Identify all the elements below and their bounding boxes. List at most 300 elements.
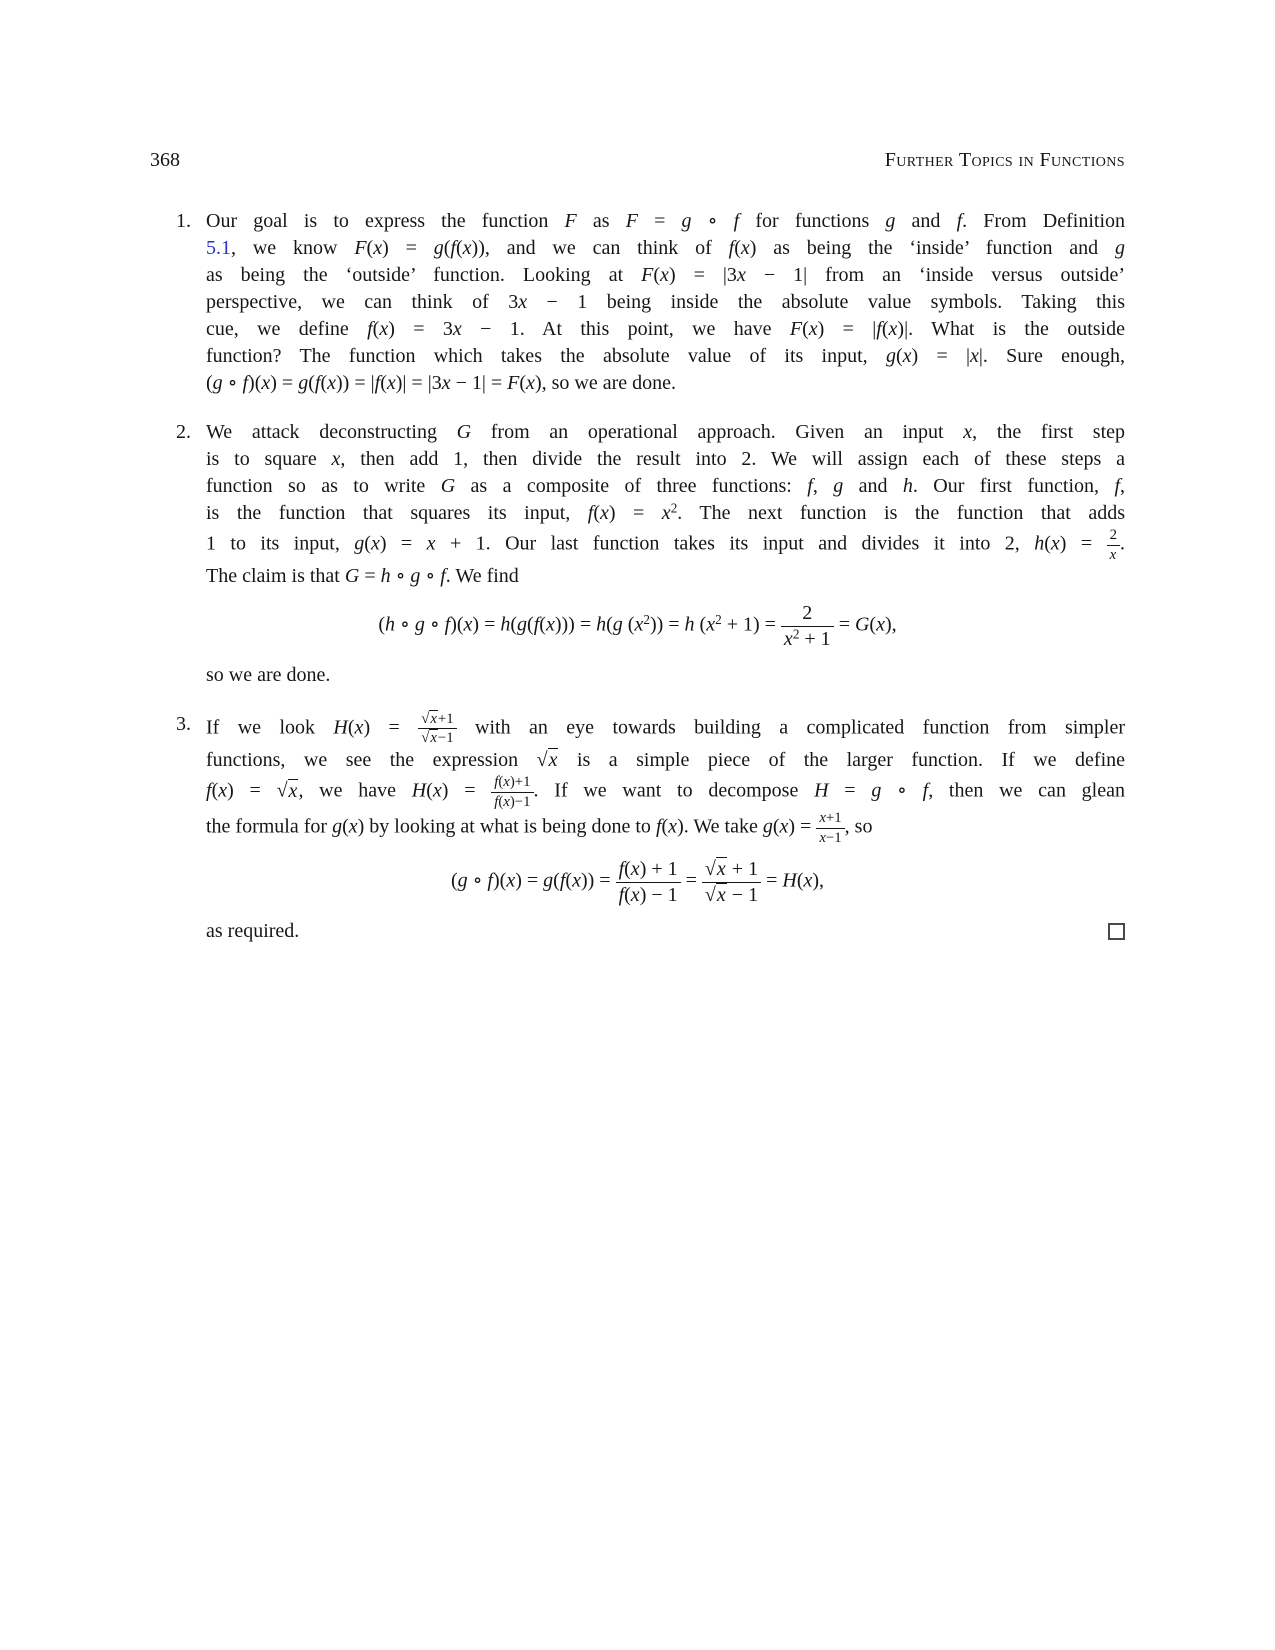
text-run: as: [576, 210, 626, 232]
display-equation-2: [150, 858, 1125, 906]
sqrt-expression: [705, 883, 727, 906]
text-run: for functions: [739, 210, 886, 232]
fraction-numerator: [1107, 527, 1120, 546]
text-run: ))) =: [554, 613, 597, 636]
text-run: )−1: [509, 793, 531, 810]
math-variable: f: [733, 210, 740, 232]
math-variable: x: [716, 858, 726, 881]
math-variable: x: [779, 815, 789, 838]
fraction-denominator: [616, 883, 681, 906]
fraction-denominator: [418, 729, 456, 747]
text-run: (: [553, 869, 560, 892]
math-variable: g: [612, 613, 623, 636]
math-variable: G: [440, 475, 456, 497]
text-run: (: [869, 613, 877, 636]
fraction-numerator: [418, 711, 456, 730]
math-variable: x: [706, 613, 716, 636]
text-run: − 1. At this point, we have: [461, 318, 790, 340]
text-run: )), and we can think of: [471, 237, 729, 259]
math-variable: x: [661, 502, 671, 524]
item-number: 1.: [176, 210, 191, 232]
math-variable: x: [548, 749, 558, 772]
text-run: )(: [450, 613, 464, 636]
text-run: 1 to its input,: [206, 532, 355, 555]
text-run: (: [510, 613, 518, 636]
text-run: (: [443, 237, 451, 259]
math-variable: f: [242, 372, 249, 394]
math-variable: f: [374, 372, 381, 394]
sqrt-expression: [277, 779, 299, 802]
math-variable: x: [430, 710, 437, 727]
math-variable: x: [902, 345, 912, 367]
fraction: [816, 810, 844, 846]
definition-5-1-link[interactable]: 5.1: [206, 237, 231, 259]
math-variable: F: [354, 237, 367, 259]
text-run: (: [565, 869, 573, 892]
text-run: ∘: [691, 210, 734, 232]
math-variable: x: [430, 730, 437, 747]
text-run: (: [661, 815, 669, 838]
math-variable: x: [354, 716, 364, 739]
math-variable: x: [783, 627, 793, 650]
text-run: , then add 1, then divide the result into 2. We will assign each of these steps a: [340, 448, 1125, 470]
text-line: [206, 711, 1125, 747]
text-run: as a composite of three functions:: [455, 475, 808, 497]
text-run: (: [593, 502, 600, 524]
text-run: (: [694, 613, 707, 636]
text-run: , the first step: [972, 421, 1126, 443]
math-variable: x: [526, 372, 535, 394]
text-run: ),: [812, 869, 825, 892]
text-run: as required.: [206, 920, 300, 943]
math-variable: g: [433, 237, 444, 259]
text-run: ) = |: [911, 345, 971, 367]
text-run: ∘: [222, 372, 243, 394]
math-variable: x: [572, 869, 581, 892]
math-variable: H: [814, 779, 829, 802]
math-variable: f: [494, 793, 499, 810]
text-run: + 1. Our last function takes its input and divides it into 2,: [435, 532, 1035, 555]
math-variable: f: [618, 858, 625, 881]
math-variable: g: [354, 532, 365, 555]
text-run: (: [622, 613, 635, 636]
text-run: functions, we see the expression: [206, 749, 537, 772]
text-run: (: [498, 793, 504, 810]
math-variable: x: [327, 372, 337, 394]
text-run: |. Sure enough,: [978, 345, 1125, 367]
sqrt-expression: [705, 857, 727, 880]
text-run: =: [637, 210, 682, 232]
math-variable: g: [885, 345, 896, 367]
math-variable: x: [462, 237, 472, 259]
math-variable: x: [379, 318, 389, 340]
radical-symbol: √: [536, 749, 548, 772]
math-variable: x: [348, 815, 358, 838]
text-run: + 1) =: [721, 613, 781, 636]
math-variable: F: [789, 318, 803, 340]
text-line: [206, 343, 1125, 370]
text-run: ) =: [379, 532, 427, 555]
text-run: ) = |3: [668, 264, 737, 286]
text-run: − 1: [726, 883, 759, 906]
fraction: [781, 602, 834, 650]
text-run: ) as being the ‘inside’ function and: [749, 237, 1116, 259]
text-line: [206, 810, 1125, 846]
text-run: =: [761, 869, 783, 892]
radicand: [716, 857, 727, 880]
math-variable: h: [500, 613, 511, 636]
text-run: ), so we are done.: [534, 372, 676, 394]
text-run: , we know: [231, 237, 355, 259]
sqrt-expression: [421, 729, 438, 746]
text-run: =: [359, 565, 381, 588]
text-run: + 1: [799, 627, 831, 650]
text-run: ). We take: [677, 815, 763, 838]
text-run: . We find: [445, 565, 519, 588]
text-run: ) =: [515, 869, 544, 892]
text-run: =: [833, 613, 855, 636]
math-variable: G: [854, 613, 870, 636]
text-run: ) = |: [817, 318, 877, 340]
radicand: [429, 729, 438, 746]
math-variable: g: [517, 613, 528, 636]
math-variable: x: [808, 318, 818, 340]
text-line: [206, 473, 1125, 500]
text-run: )(: [492, 869, 507, 892]
list-item-2: [150, 419, 1125, 590]
text-line: [206, 500, 1125, 527]
text-run: −1: [437, 730, 454, 747]
math-variable: x: [452, 318, 462, 340]
fraction-numerator: [491, 774, 533, 793]
math-variable: x: [819, 829, 826, 846]
radicand: [716, 883, 727, 906]
math-variable: f: [559, 869, 566, 892]
text-run: ) =: [1059, 532, 1107, 555]
math-variable: g: [298, 372, 309, 394]
text-run: (: [320, 372, 328, 394]
math-variable: f: [494, 774, 499, 791]
text-run: , so: [844, 815, 873, 838]
math-variable: f: [807, 475, 813, 497]
math-variable: x: [716, 883, 726, 906]
text-line: [206, 662, 330, 689]
math-variable: g: [414, 613, 425, 636]
text-run: . Our first function,: [912, 475, 1115, 497]
math-variable: x: [600, 502, 609, 524]
math-variable: x: [261, 372, 271, 394]
text-run: ) =: [441, 779, 492, 802]
text-run: ),: [884, 613, 897, 636]
math-variable: x: [740, 237, 750, 259]
math-variable: f: [314, 372, 321, 394]
text-line: [206, 289, 1125, 316]
text-run: ∘: [395, 613, 415, 636]
math-variable: x: [373, 237, 383, 259]
text-run: (: [455, 237, 463, 259]
math-variable: g: [871, 779, 882, 802]
math-variable: g: [410, 565, 421, 588]
superscript: 2: [643, 612, 650, 628]
text-run: (: [653, 264, 661, 286]
text-run: and: [895, 210, 957, 232]
text-run: − 1 being inside the absolute value symbols. Taking this: [527, 291, 1125, 313]
math-variable: f: [618, 883, 625, 906]
text-run: ) = 3: [388, 318, 453, 340]
text-run: (: [624, 883, 631, 906]
math-variable: x: [370, 532, 380, 555]
text-run: =: [680, 869, 702, 892]
text-run: ,: [812, 475, 834, 497]
math-variable: F: [641, 264, 654, 286]
math-variable: h: [385, 613, 396, 636]
text-run: 2: [1109, 527, 1117, 543]
text-run: (: [624, 858, 631, 881]
text-run: +1: [825, 810, 842, 827]
text-run: is a simple piece of the larger function. If we define: [558, 749, 1125, 772]
text-run: so we are done.: [206, 663, 331, 686]
fraction-numerator: [781, 602, 834, 626]
continuation-text: [150, 662, 1125, 689]
math-variable: x: [634, 613, 644, 636]
fraction: [616, 858, 681, 906]
text-run: function so as to write: [206, 475, 441, 497]
math-variable: f: [206, 779, 212, 802]
math-variable: g: [762, 815, 773, 838]
math-variable: f: [450, 237, 456, 259]
text-run: (: [380, 372, 387, 394]
text-run: (: [308, 372, 315, 394]
text-run: ) =: [788, 815, 817, 838]
text-run: function? The function which takes the absolute value of its input,: [206, 345, 886, 367]
continuation-row: [206, 918, 1125, 945]
text-run: + 1: [726, 858, 759, 881]
fraction-numerator: [702, 858, 761, 882]
math-variable: f: [440, 565, 446, 588]
math-variable: x: [630, 883, 640, 906]
math-variable: h: [1034, 532, 1045, 555]
math-variable: x: [288, 779, 298, 802]
math-variable: g: [332, 815, 343, 838]
math-variable: f: [367, 318, 373, 340]
sqrt-expression: [421, 710, 438, 727]
text-line: [206, 774, 1125, 810]
radical-symbol: √: [421, 730, 430, 747]
running-header-title: Further Topics in Functions: [884, 149, 1125, 171]
text-run: If we look: [206, 716, 334, 739]
math-variable: x: [963, 421, 973, 443]
text-run: (: [734, 237, 741, 259]
math-variable: x: [803, 869, 813, 892]
math-variable: x: [876, 613, 885, 636]
math-variable: x: [441, 372, 451, 394]
superscript: 2: [670, 500, 678, 516]
text-run: )|. What is the outside: [897, 318, 1125, 340]
text-run: perspective, we can think of 3: [206, 291, 519, 313]
text-run: (: [802, 318, 809, 340]
math-variable: H: [411, 779, 427, 802]
math-variable: h: [902, 475, 913, 497]
list-item-1: [150, 208, 1125, 397]
text-line: [206, 527, 1125, 563]
display-equation-1: [150, 602, 1125, 650]
superscript: 2: [715, 612, 722, 628]
math-variable: x: [819, 810, 826, 827]
text-run: . From Definition: [962, 210, 1125, 232]
text-line: [206, 747, 1125, 774]
math-variable: f: [655, 815, 662, 838]
text-run: ∘: [467, 869, 488, 892]
text-run: )) = |: [336, 372, 375, 394]
text-line: [206, 446, 1125, 473]
item-number: 2.: [176, 421, 191, 443]
math-variable: f: [728, 237, 735, 259]
math-variable: x: [432, 779, 442, 802]
text-run: (: [881, 318, 889, 340]
math-variable: x: [888, 318, 898, 340]
math-variable: f: [533, 613, 540, 636]
text-line: [206, 235, 1125, 262]
qed-box: [1108, 923, 1125, 940]
math-variable: H: [333, 716, 348, 739]
text-run: ) =: [608, 502, 662, 524]
text-run: We attack deconstructing: [206, 421, 457, 443]
math-variable: f: [1114, 475, 1120, 497]
radicand: [548, 748, 559, 771]
text-line: [206, 419, 1125, 446]
radicand: [429, 710, 438, 727]
math-variable: x: [970, 345, 979, 367]
text-run: )+1: [509, 774, 531, 791]
text-run: . The next function is the function that adds: [677, 502, 1126, 524]
text-run: the formula for: [206, 815, 333, 838]
text-run: (: [378, 613, 386, 636]
text-run: (: [606, 613, 613, 636]
text-run: ) =: [363, 716, 419, 739]
text-run: . If we want to decompose: [533, 779, 815, 802]
math-variable: g: [457, 869, 468, 892]
math-variable: x: [1109, 546, 1117, 563]
math-variable: g: [212, 372, 223, 394]
text-run: (: [364, 532, 371, 555]
math-variable: g: [543, 869, 554, 892]
math-variable: x: [736, 264, 746, 286]
fraction-denominator: [702, 883, 761, 906]
math-variable: H: [782, 869, 797, 892]
fraction-denominator: [816, 829, 844, 847]
radicand: [288, 779, 299, 802]
math-variable: x: [518, 291, 528, 313]
fraction: [1107, 527, 1120, 563]
fraction-numerator: [616, 858, 681, 882]
text-run: (: [372, 318, 380, 340]
text-run: as being the ‘outside’ function. Looking at: [206, 264, 642, 286]
math-variable: x: [630, 858, 640, 881]
text-run: ) =: [227, 779, 277, 802]
text-run: ) by looking at what is being done to: [357, 815, 656, 838]
math-variable: x: [331, 448, 341, 470]
text-run: (: [519, 372, 527, 394]
text-run: 2: [802, 602, 813, 625]
text-run: (: [796, 869, 804, 892]
text-run: ,: [1120, 475, 1125, 497]
math-variable: f: [876, 318, 882, 340]
text-run: The claim is that: [206, 565, 345, 588]
fraction: [418, 711, 456, 747]
text-run: ) =: [270, 372, 299, 394]
math-variable: h: [684, 613, 695, 636]
item-number: 3.: [176, 712, 191, 735]
text-run: (: [450, 869, 458, 892]
text-line: [206, 208, 1125, 235]
text-run: )(: [248, 372, 262, 394]
math-variable: F: [564, 210, 577, 232]
fraction-numerator: [816, 810, 844, 829]
text-line: [206, 918, 299, 945]
text-run: ) + 1: [639, 858, 678, 881]
fraction-denominator: [781, 627, 834, 650]
math-variable: x: [503, 793, 510, 810]
math-variable: G: [344, 565, 360, 588]
text-run: ) =: [382, 237, 434, 259]
text-line: [206, 316, 1125, 343]
superscript: 2: [792, 625, 800, 641]
math-variable: x: [386, 372, 396, 394]
math-variable: x: [503, 774, 510, 791]
text-run: +1: [437, 710, 454, 727]
text-run: , then we can glean: [928, 779, 1125, 802]
fraction: [702, 858, 761, 906]
math-variable: f: [587, 502, 594, 524]
text-run: ∘: [424, 613, 445, 636]
text-run: (: [772, 815, 780, 838]
text-run: cue, we define: [206, 318, 368, 340]
math-variable: x: [660, 264, 669, 286]
text-run: ∘: [881, 779, 923, 802]
text-run: ∘: [390, 565, 411, 588]
fraction: [491, 774, 533, 810]
math-variable: x: [426, 532, 436, 555]
text-run: (: [527, 613, 534, 636]
math-variable: g: [1115, 237, 1126, 259]
text-run: ) =: [472, 613, 501, 636]
text-run: Our goal is to express the function: [206, 210, 565, 232]
text-run: − 1| from an ‘inside versus outside’: [745, 264, 1125, 286]
page-number: 368: [150, 149, 180, 171]
text-run: (: [211, 779, 219, 802]
math-variable: f: [444, 613, 451, 636]
text-run: with an eye towards building a complicated function from simpler: [456, 716, 1125, 739]
text-run: (: [1044, 532, 1051, 555]
text-run: )) =: [580, 869, 616, 892]
math-variable: x: [1050, 532, 1060, 555]
radical-symbol: √: [421, 710, 430, 727]
math-variable: x: [668, 815, 678, 838]
sqrt-expression: [537, 748, 559, 771]
text-run: (: [366, 237, 374, 259]
list-item-3: [150, 711, 1125, 846]
math-variable: g: [885, 210, 896, 232]
text-run: .: [1120, 532, 1125, 555]
math-variable: x: [545, 613, 555, 636]
text-run: and: [843, 475, 903, 497]
text-run: is to square: [206, 448, 332, 470]
text-line: [206, 563, 1125, 590]
continuation-text: [150, 918, 1125, 945]
text-run: ) − 1: [639, 883, 678, 906]
text-line: [206, 370, 1125, 397]
text-line: [206, 262, 1125, 289]
